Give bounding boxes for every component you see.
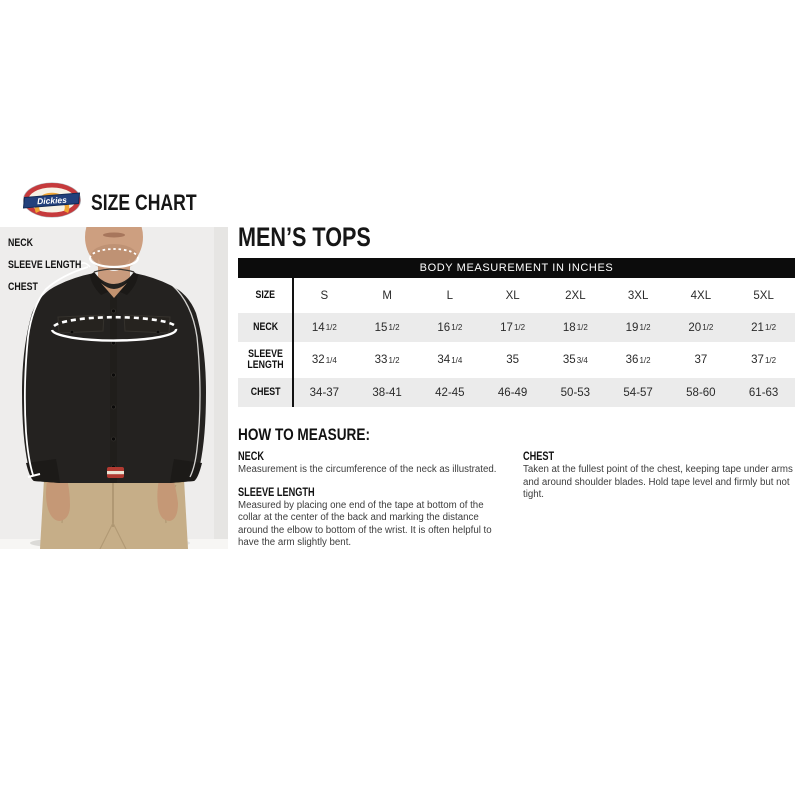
how-to-measure-item-neck	[238, 451, 506, 477]
table-cell: 20 1/2	[670, 313, 733, 342]
table-cell: 37 1/2	[751, 354, 777, 366]
row-label: NECK	[238, 313, 293, 342]
table-cell: 34-37	[293, 378, 356, 407]
how-to-measure-item-sleeve-length	[238, 487, 506, 550]
table-cell: 21 1/2	[732, 313, 795, 342]
measure-item-label: SLEEVE LENGTH	[238, 486, 315, 499]
page-title: SIZE CHART	[91, 190, 197, 215]
table-cell: 35	[506, 354, 520, 366]
measure-item-text: Measurement is the circumference of the neck as illustrated.	[238, 464, 497, 475]
table-cell: 54-57	[607, 378, 670, 407]
diagram-label-chest: CHEST	[8, 281, 38, 293]
measure-item-label: CHEST	[523, 451, 555, 463]
table-cell: 14 1/2	[293, 313, 356, 342]
table-cell: 61-63	[732, 378, 795, 407]
size-col-5XL: 5XL	[753, 289, 774, 302]
dickies-logo-icon	[22, 181, 82, 219]
table-cell: 32 1/4	[311, 354, 337, 366]
diagram-label-neck: NECK	[8, 237, 33, 249]
table-cell: 50-53	[544, 378, 607, 407]
size-col-3XL: 3XL	[627, 289, 649, 302]
how-to-measure-left-column	[238, 451, 506, 560]
table-cell: 37	[694, 354, 708, 366]
table-cell: 36 1/2	[625, 354, 651, 366]
measurement-diagram	[0, 227, 228, 549]
table-cell: 42-45	[419, 378, 482, 407]
size-col-2XL: 2XL	[565, 289, 586, 302]
svg-text:Dickies: Dickies	[36, 194, 68, 207]
table-cell: 34 1/4	[437, 354, 463, 366]
table-cell: 58-60	[670, 378, 733, 407]
table-cell: 17 1/2	[481, 313, 544, 342]
size-col-4XL: 4XL	[690, 289, 712, 302]
size-col-M: M	[382, 289, 392, 302]
size-col-S: S	[320, 289, 329, 302]
content-column	[238, 222, 795, 560]
table-cell: 46-49	[481, 378, 544, 407]
table-cell: 19 1/2	[607, 313, 670, 342]
size-col-XL: XL	[505, 289, 520, 302]
model-photo-illustration	[0, 227, 228, 549]
how-to-measure-item-chest	[523, 451, 795, 502]
table-cell: 18 1/2	[544, 313, 607, 342]
row-label: CHEST	[238, 378, 293, 407]
dickies-logo	[22, 181, 82, 219]
diagram-label-sleeve-length: SLEEVE LENGTH	[8, 259, 82, 271]
section-title: MEN’S TOPS	[238, 222, 371, 252]
table-cell: 33 1/2	[374, 354, 400, 366]
row-label-size: SIZE	[255, 288, 276, 301]
how-to-measure-title: HOW TO MEASURE:	[238, 425, 370, 444]
table-cell: 38-41	[356, 378, 419, 407]
measure-item-text: Measured by placing one end of the tape at bottom of the collar at the center of the back and marking the distance around the elbow to bottom of the wrist. It is often helpful to have the arm slightly bent.	[238, 499, 492, 549]
measure-item-label: NECK	[238, 451, 265, 463]
measure-item-text: Taken at the fullest point of the chest, keeping tape under arms and around shoulder blades. Hold tape level and firmly but not tight.	[523, 464, 793, 501]
how-to-measure-right-column	[523, 451, 795, 560]
table-cell: 35 3/4	[562, 354, 588, 366]
how-to-measure-section	[238, 451, 795, 560]
table-cell: 16 1/2	[419, 313, 482, 342]
table-column-divider	[292, 278, 294, 407]
table-cell: 15 1/2	[356, 313, 419, 342]
size-col-L: L	[446, 289, 454, 302]
row-label: SLEEVE LENGTH	[247, 347, 284, 371]
table-header: BODY MEASUREMENT IN INCHES	[238, 258, 795, 278]
size-table	[238, 258, 795, 407]
